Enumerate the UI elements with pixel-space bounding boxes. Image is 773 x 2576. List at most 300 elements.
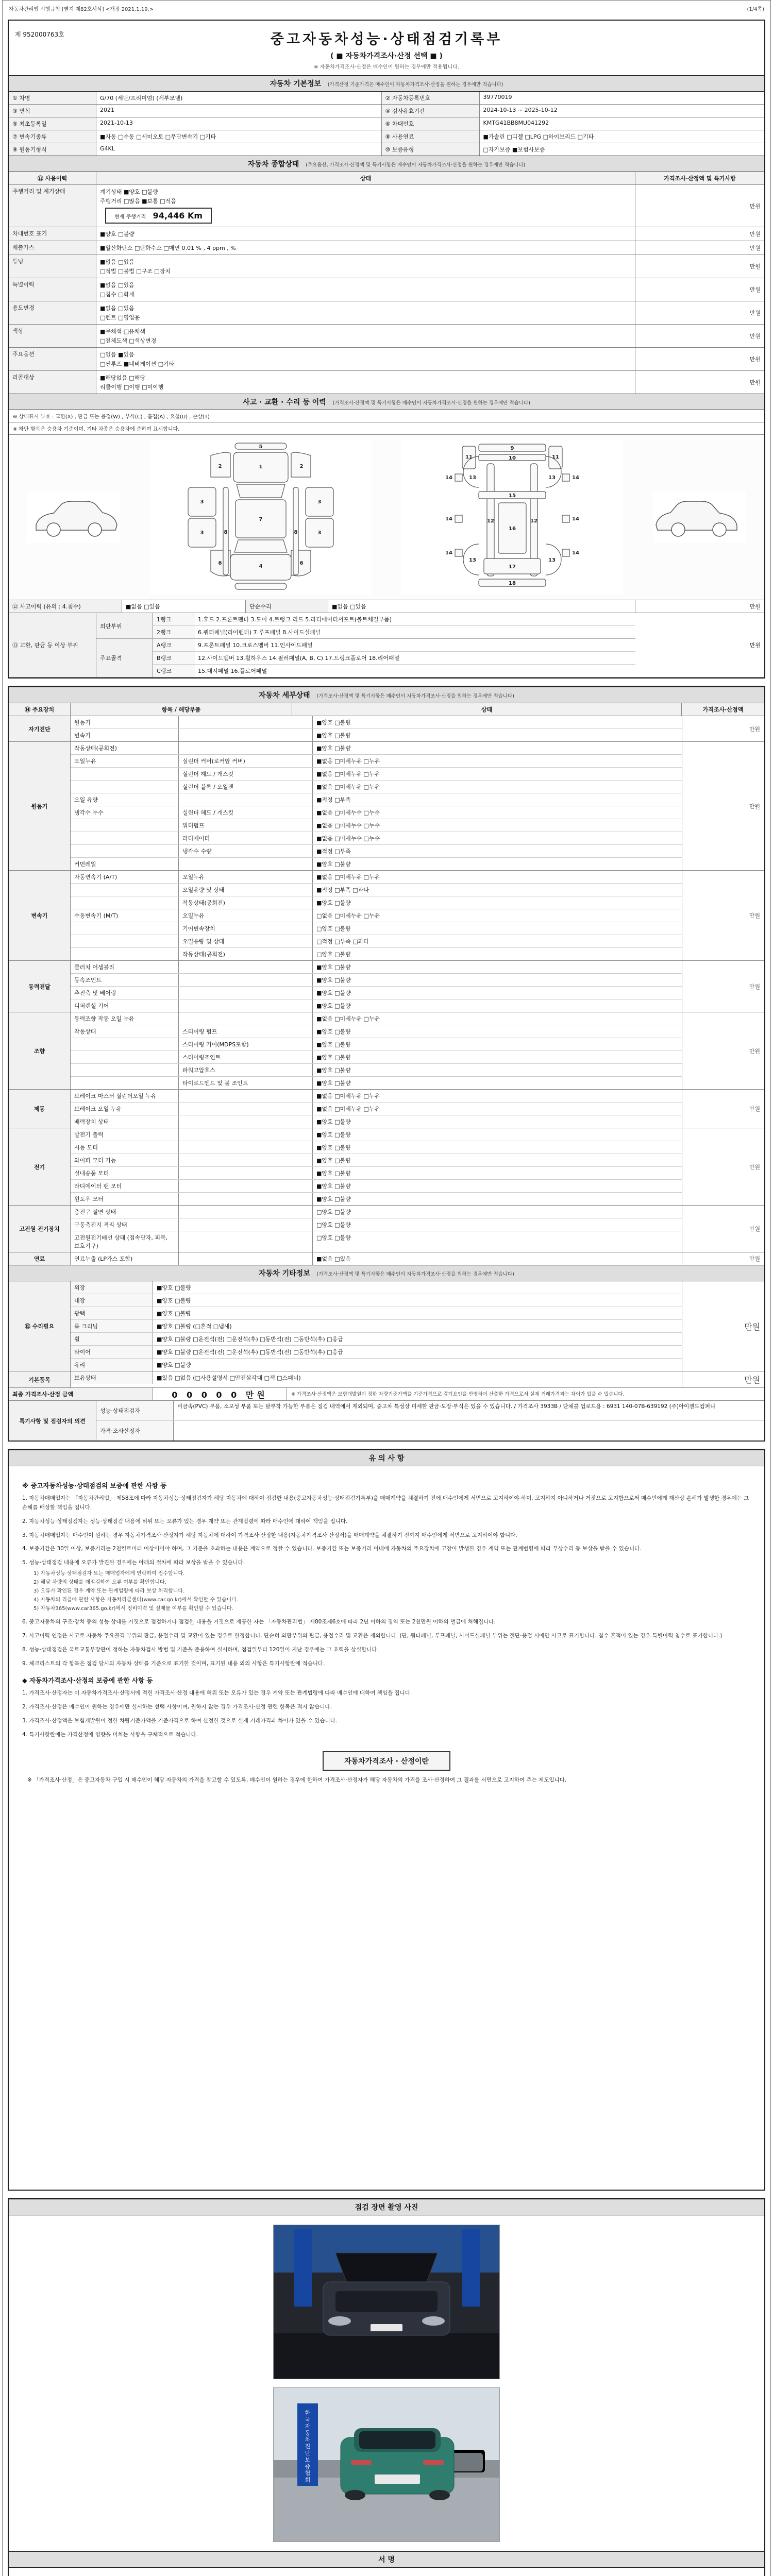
final-price-label: 최종 가격조사·산정 금액 — [9, 1388, 153, 1400]
price-cell: 만원 — [749, 202, 761, 210]
detail-status: ■양호 □불량 — [316, 1003, 351, 1009]
column-header: 상태 — [292, 703, 682, 716]
field-label: ⑨ 원동기형식 — [9, 143, 96, 156]
field-value: 2021-10-13 — [96, 117, 382, 130]
svg-text:15: 15 — [509, 493, 516, 499]
notice-item — [22, 1646, 751, 1655]
repair-item-status: ■양호 □불량 □운전석(전) □운전석(후) □동반석(전) □동반석(후) □응급 — [157, 1336, 343, 1343]
detail-part — [179, 1167, 313, 1179]
status-line: □전체도색 □색상변경 — [100, 337, 157, 344]
row-label: 배출가스 — [9, 241, 96, 255]
overall-row — [9, 278, 764, 301]
detail-row — [71, 1167, 682, 1180]
main-form-box — [8, 20, 765, 679]
field-label: ③ 연식 — [9, 105, 96, 117]
detail-part — [179, 1115, 313, 1128]
remarks-block — [9, 1401, 764, 1440]
detail-part: 오일누유 — [179, 871, 313, 883]
detail-row — [71, 987, 682, 999]
field-value: G/70 (세단/프리미엄) (세부모델) — [96, 92, 382, 104]
section-detail-note: (가격조사·산정액 및 특기사항은 매수인이 자동차가격조사·산정을 원하는 경우에만 적습니다) — [316, 693, 514, 699]
field-label: ① 차명 — [9, 92, 96, 104]
field-value: □자가보증 ■보험사보증 — [483, 146, 545, 153]
final-price-note: ※ 가격조사·산정액은 보험개발원이 정한 차량기준가액을 기준가격으로 감가요인을 반영하여 산출한 가격으로서 실제 거래가격과는 차이가 있을 수 있습니다. — [291, 1392, 625, 1397]
notice-subitem: 5) 자동차365(www.car365.go.kr)에서 정비이력 및 실매물 여부를 확인할 수 있습니다. — [33, 1606, 233, 1612]
detail-part: 오일누유 — [179, 909, 313, 922]
detail-group-rows — [71, 871, 682, 960]
notice-item — [22, 1618, 751, 1627]
field-value: 2024-10-13 ~ 2025-10-12 — [483, 107, 558, 113]
svg-text:16: 16 — [509, 526, 516, 532]
detail-item: 커먼레일 — [71, 858, 179, 870]
detail-row — [71, 793, 682, 806]
rank-items: 6.쿼터패널(리어펜더) 7.루프패널 8.사이드실패널 — [198, 629, 321, 636]
detail-table-body — [9, 716, 764, 1265]
overall-row — [9, 325, 764, 348]
row-status — [96, 255, 635, 278]
section-etc-header — [9, 1265, 764, 1281]
detail-row — [71, 806, 682, 819]
accident-history-status: ■없음 □있음 — [122, 600, 246, 613]
detail-row — [71, 1064, 682, 1077]
section-accident-title: 사고 · 교환 · 수리 등 이력 — [243, 398, 326, 406]
detail-row — [71, 742, 682, 755]
overall-row — [9, 255, 764, 278]
detail-item: 원동기 — [71, 716, 179, 728]
detail-row — [71, 1012, 682, 1025]
detail-part: 오일유량 및 상태 — [179, 884, 313, 896]
detail-group-name: 조향 — [9, 1012, 71, 1089]
notice-item — [22, 1659, 751, 1669]
detail-part: 실린더 블록 / 오일팬 — [179, 781, 313, 793]
detail-item — [71, 832, 179, 844]
detail-part: 워터펌프 — [179, 819, 313, 832]
detail-item: 브레이크 오일 누유 — [71, 1103, 179, 1115]
detail-row — [71, 909, 682, 922]
exchange-rank-row — [153, 613, 635, 626]
photo-stack — [9, 2215, 764, 2551]
detail-row — [71, 1180, 682, 1193]
detail-part: 파워고압호스 — [179, 1064, 313, 1076]
page-title: 중고자동차성능·상태점검기록부 — [270, 31, 503, 47]
price-cell: 만원 — [682, 1012, 764, 1089]
detail-table-head — [9, 703, 764, 716]
detail-status: ■적정 □부족 — [316, 848, 351, 855]
row-label: 튜닝 — [9, 255, 96, 278]
exchange-rank-row — [153, 639, 635, 652]
sign-header — [9, 2551, 764, 2568]
rank-label: C랭크 — [153, 665, 194, 677]
detail-row — [71, 781, 682, 793]
detail-part — [179, 1090, 313, 1102]
field-value: 2021 — [96, 105, 382, 117]
detail-part — [179, 1180, 313, 1192]
detail-part — [179, 1103, 313, 1115]
status-line: 리콜이행 □이행 □미이행 — [100, 384, 164, 391]
detail-item: 윈도우 모터 — [71, 1193, 179, 1205]
detail-group-name: 자기진단 — [9, 716, 71, 741]
detail-row — [71, 1218, 682, 1231]
detail-status: □적정 □부족 □과다 — [316, 938, 369, 945]
detail-group — [9, 961, 764, 1012]
notice-section2-list — [22, 1689, 751, 1739]
repair-item-status: ■양호 □불량 — [157, 1310, 191, 1317]
detail-row — [71, 896, 682, 909]
photo-sign-box — [8, 2198, 765, 2576]
repair-row — [71, 1359, 682, 1371]
detail-item: 연료누출 (LP가스 포함) — [71, 1252, 179, 1265]
detail-part: 스티어링 펌프 — [179, 1025, 313, 1038]
status-line: ■없음 □있음 — [100, 305, 135, 312]
notice-item-sublist — [33, 1569, 751, 1613]
detail-group-rows — [71, 1252, 682, 1265]
notice-item-text: 4. 특기사항란에는 가격산정에 영향을 미치는 사항을 구체적으로 적습니다. — [22, 1731, 198, 1738]
detail-row — [71, 935, 682, 948]
detail-part — [179, 1128, 313, 1141]
price-cell: 만원 — [682, 1090, 764, 1128]
section-basic-title: 자동차 기본정보 — [270, 80, 322, 88]
status-line: □썬루프 ■네비게이션 □기타 — [100, 361, 175, 367]
detail-row — [71, 1115, 682, 1128]
svg-text:14: 14 — [572, 475, 580, 481]
detail-status: ■없음 □미세누수 □누수 — [316, 822, 380, 829]
detail-item: 실내송풍 모터 — [71, 1167, 179, 1179]
page-indicator: (1/4쪽) — [747, 7, 764, 12]
repair-item-name: 룸 크리닝 — [71, 1320, 153, 1332]
detail-part — [179, 729, 313, 741]
simple-repair-status: ■없음 □있음 — [328, 600, 635, 613]
svg-text:8: 8 — [294, 530, 298, 535]
exchange-group-rows — [153, 639, 635, 677]
price-cell: 만원 — [749, 263, 761, 270]
detail-row — [71, 961, 682, 974]
detail-part — [179, 961, 313, 973]
detail-row — [71, 1038, 682, 1051]
detail-item — [71, 948, 179, 960]
overall-row — [9, 348, 764, 371]
detail-status: ■양호 □불량 — [316, 1054, 351, 1061]
detail-row — [71, 1128, 682, 1141]
detail-row — [71, 858, 682, 870]
rank-items: 15.대시패널 16.플로어패널 — [198, 668, 267, 674]
detail-part: 실린더 커버(로커암 커버) — [179, 755, 313, 767]
field-label: ④ 검사유효기간 — [382, 105, 480, 117]
notice-item — [22, 1689, 751, 1698]
field-value: KMTG41BB8MU041292 — [483, 120, 549, 126]
detail-part: 작동상태(공회전) — [179, 948, 313, 960]
detail-group-rows — [71, 1128, 682, 1205]
detail-item: 오일 유량 — [71, 793, 179, 806]
svg-text:3: 3 — [317, 499, 322, 505]
detail-part: 라디에이터 — [179, 832, 313, 844]
svg-text:14: 14 — [572, 550, 580, 556]
detail-part — [179, 1193, 313, 1205]
svg-text:10: 10 — [509, 455, 516, 461]
basic-items-row — [71, 1371, 682, 1384]
exchange-group — [96, 613, 635, 639]
row-status — [96, 241, 635, 255]
detail-status: ■없음 □미세누유 □누유 — [316, 1093, 380, 1099]
detail-group-rows — [71, 961, 682, 1012]
detail-status: ■적정 □부족 — [316, 796, 351, 803]
section-etc-title: 자동차 기타정보 — [259, 1269, 310, 1278]
section-accident-header — [9, 394, 764, 410]
detail-part: 실린더 헤드 / 개스킷 — [179, 806, 313, 819]
field-label: ⑥ 차대번호 — [382, 117, 480, 130]
detail-item — [71, 781, 179, 793]
detail-status: ■양호 □불량 — [316, 732, 351, 739]
detail-part — [179, 1141, 313, 1154]
section-detail-header — [9, 687, 764, 703]
notice-item-text: 9. 체크리스트의 각 항목은 점검 당시의 자동차 상태를 기준으로 표기한 것이며, 표기된 내용 외의 사항은 특기사항란에 적습니다. — [22, 1660, 325, 1667]
svg-text:3: 3 — [200, 530, 204, 536]
detail-group-name: 동력전달 — [9, 961, 71, 1012]
detail-status: ■양호 □불량 — [316, 1183, 351, 1190]
detail-part — [179, 793, 313, 806]
field-value: ■가솔린 □디젤 □LPG □하이브리드 □기타 — [483, 133, 594, 140]
detail-status: ■없음 □미세누수 □누수 — [316, 835, 380, 842]
detail-status: □양호 □불량 — [316, 1209, 351, 1215]
status-line: 주행거리 □많음 ■보통 □적음 — [100, 198, 176, 205]
price-survey-definition-box — [22, 1751, 751, 1771]
notice-box — [8, 1449, 765, 2191]
detail-row — [71, 884, 682, 896]
overall-row — [9, 371, 764, 394]
notice-item-text: 4. 보증기간은 30일 이상, 보증거리는 2천킬로미터 이상이어야 하며, 그 기준을 초과하는 내용은 계약으로 정할 수 있습니다. 보증기간 또는 보증거리 이내에 자동차의 주요장치에 고장이 발생한 경우 계약 또는 관계법령에 따라 무상수리 등 보상을 받을 수 있습니다. — [22, 1546, 642, 1552]
remarks-rows — [96, 1401, 764, 1440]
detail-item: 배력장치 상태 — [71, 1115, 179, 1128]
detail-row — [71, 948, 682, 960]
detail-item: 시동 모터 — [71, 1141, 179, 1154]
svg-text:17: 17 — [509, 564, 516, 570]
current-mileage-box — [105, 208, 212, 224]
notice-item-text: 6. 중고자동차의 구조·장치 등의 성능·상태를 거짓으로 점검하거나 점검한 내용을 거짓으로 제공한 자는 「자동차관리법」 제80조제6호에 따라 2년 이하의 징역 또는 2천만원 이하의 벌금에 처해집니다. — [22, 1619, 496, 1625]
price-cell: 만원 — [749, 603, 761, 610]
row-status — [96, 325, 635, 347]
price-cell: 만원 — [682, 1128, 764, 1205]
status-mark-legend-2: ※ 하단 항목은 승용차 기준이며, 기타 차종은 승용차에 준하여 표시합니다. — [9, 422, 764, 435]
detail-status: ■양호 □불량 — [316, 1080, 351, 1087]
detail-group — [9, 871, 764, 961]
detail-item: 충전구 절연 상태 — [71, 1206, 179, 1218]
basic-info-row — [9, 117, 764, 130]
notice-item-text: 5. 성능·상태점검 내용에 오류가 발견된 경우에는 아래의 절차에 따라 보상을 받을 수 있습니다. — [22, 1560, 245, 1566]
detail-status: ■양호 □불량 — [316, 990, 351, 996]
detail-item — [71, 935, 179, 947]
notice-item-text: 3. 자동차매매업자는 매수인이 원하는 경우 자동차가격조사·산정자가 해당 자동차에 대하여 가격조사·산정한 내용(자동차가격조사·산정서)을 매매계약을 체결하기 전까지 매수인에게 서면으로 고지하여야 합니다. — [22, 1532, 517, 1538]
detail-status: ■양호 □불량 — [316, 1041, 351, 1048]
detail-part — [179, 1231, 313, 1252]
car-side-view-left-diagram — [27, 492, 120, 543]
svg-text:13: 13 — [548, 475, 556, 481]
row-label: 용도변경 — [9, 301, 96, 324]
svg-text:8: 8 — [224, 530, 228, 535]
notice-item-text: 8. 성능·상태점검은 국토교통부장관이 정하는 자동차검사 방법 및 기준을 준용하여 실시하며, 점검일부터 120일이 지난 경우에는 그 효력을 상실합니다. — [22, 1646, 379, 1653]
status-line: ■없음 □있음 — [100, 282, 135, 289]
price-cell: 만원 — [682, 742, 764, 870]
detail-group-name: 전기 — [9, 1128, 71, 1205]
inspection-photo-front — [273, 2225, 500, 2379]
detail-item — [71, 884, 179, 896]
final-price-row — [9, 1388, 764, 1401]
notice-item-text: 2. 자동차성능·상태점검자는 성능·상태점검 내용에 허위 또는 오류가 있는 경우 계약 또는 관계법령에 따라 매수인에 대하여 책임을 집니다. — [22, 1518, 348, 1524]
detail-part: 타이로드엔드 및 볼 조인트 — [179, 1077, 313, 1089]
detail-group-rows — [71, 716, 682, 741]
section-basic-header — [9, 75, 764, 92]
repair-item-name: 광택 — [71, 1307, 153, 1319]
detail-row — [71, 1193, 682, 1205]
notice-item — [22, 1703, 751, 1712]
row-label: 주요옵션 — [9, 348, 96, 370]
detail-group — [9, 1090, 764, 1128]
photos-header — [9, 2199, 764, 2215]
detail-part: 오일유량 및 상태 — [179, 935, 313, 947]
row-label: 색상 — [9, 325, 96, 347]
section-overall-title: 자동차 종합상태 — [247, 160, 299, 168]
exchange-group-name: 외판부위 — [96, 613, 153, 638]
mileage-label: 현재 주행거리 — [114, 214, 146, 220]
regulation-reference: 자동차관리법 시행규칙 [별지 제82호서식] <개정 2021.1.19.> — [9, 7, 154, 12]
basic-items-group — [9, 1371, 764, 1388]
detail-group-name: 고전원 전기장치 — [9, 1206, 71, 1252]
detail-part — [179, 974, 313, 986]
detail-row — [71, 871, 682, 884]
exchange-group — [96, 639, 635, 677]
detail-form-box — [8, 686, 765, 1442]
detail-row — [71, 1090, 682, 1103]
row-status — [96, 348, 635, 370]
rank-label: 1랭크 — [153, 613, 194, 625]
notice-item-text: 1. 가격조사·산정자는 이 자동차가격조사·산정서에 적힌 가격조사·산정 내용에 허위 또는 오류가 있는 경우 계약 또는 관계법령에 따라 매수인에 대하여 책임을 집니다. — [22, 1690, 412, 1697]
price-cell: 만원 — [749, 310, 761, 316]
detail-group — [9, 1206, 764, 1252]
rank-label: 2랭크 — [153, 626, 194, 638]
simple-repair-label: 단순수리 — [246, 600, 328, 613]
notice-item-text: 7. 사고이력 인정은 사고로 자동차 주요골격 부위의 판금, 용접수리 및 교환이 있는 경우로 한정합니다. 단순히 외판부위의 판금, 용접수리 및 교환은 제외합니다. (단, 쿼터패널, 루프패널, 사이드실패널 부위는 절단·용접 시에만 사고로 표기합니다. 침수 흔적이 있는 경우 특별이력 침수로 표기합니다.) — [22, 1632, 722, 1639]
detail-status: ■양호 □불량 — [316, 745, 351, 752]
row-status — [96, 371, 635, 394]
detail-group-rows — [71, 1206, 682, 1252]
svg-text:14: 14 — [445, 516, 453, 522]
mileage-value: 94,446 Km — [153, 211, 203, 221]
basic-info-row — [9, 143, 764, 156]
detail-status: ■양호 □불량 — [316, 861, 351, 868]
detail-item: 구동축전지 격리 상태 — [71, 1218, 179, 1231]
svg-text:14: 14 — [445, 475, 453, 481]
title-note: ※ 자동차가격조사·산정은 매수인이 원하는 경우에만 적용됩니다. — [314, 64, 459, 70]
svg-text:3: 3 — [200, 499, 204, 505]
detail-part — [179, 716, 313, 728]
price-survey-definition-title: 자동차가격조사 · 산정이란 — [323, 1751, 450, 1771]
rank-items: 12.사이드멤버 13.휠하우스 14.필러패널(A, B, C) 17.트렁크플로어 18.리어패널 — [198, 655, 400, 662]
basic-items-rows — [71, 1371, 682, 1387]
detail-group-name: 원동기 — [9, 742, 71, 870]
repair-row — [71, 1346, 682, 1359]
remarks-text — [174, 1421, 764, 1440]
notice-section1-list — [22, 1494, 751, 1668]
svg-text:6: 6 — [218, 561, 222, 566]
row-status — [96, 278, 635, 301]
svg-text:4: 4 — [259, 564, 263, 569]
detail-group — [9, 716, 764, 742]
basic-item-status: ■있음 □없음 (□사용설명서 □안전삼각대 □잭 □스패너) — [157, 1375, 301, 1381]
rank-label: B랭크 — [153, 652, 194, 664]
rank-label: A랭크 — [153, 639, 194, 651]
sign-title: 서 명 — [378, 2556, 395, 2564]
detail-status: ■없음 □미세누유 □누유 — [316, 1106, 380, 1112]
notice-subitem: 3) 오류가 확인된 경우 계약 또는 관계법령에 따라 보상 처리합니다. — [33, 1588, 185, 1595]
section-overall-header — [9, 156, 764, 172]
column-header: ⑪ 사용이력 — [9, 172, 96, 184]
detail-status: ■양호 □불량 — [316, 964, 351, 971]
detail-row — [71, 716, 682, 729]
notice-item — [22, 1731, 751, 1740]
repair-needed-rows — [71, 1281, 682, 1371]
notice-item — [22, 1517, 751, 1527]
detail-group-name: 변속기 — [9, 871, 71, 960]
notice-item-text: 3. 가격조사·산정액은 보험개발원이 정한 차량기준가액을 기준가격으로 하여 산정한 것으로 실제 거래가격과 차이가 있을 수 있습니다. — [22, 1718, 338, 1724]
svg-text:18: 18 — [509, 581, 516, 586]
detail-status: ■양호 □불량 — [316, 1196, 351, 1202]
repair-item-status: ■양호 □불량 (□흔적 □냄새) — [157, 1323, 232, 1330]
field-label: ⑩ 보증유형 — [382, 143, 480, 156]
status-line: □렌트 □영업용 — [100, 314, 140, 321]
svg-text:5: 5 — [259, 444, 263, 450]
svg-text:7: 7 — [259, 517, 263, 522]
detail-status: ■양호 □불량 — [316, 1144, 351, 1151]
detail-row — [71, 999, 682, 1012]
exchange-rank-row — [153, 652, 635, 665]
detail-item: 라디에이터 팬 모터 — [71, 1180, 179, 1192]
title-block — [9, 21, 764, 75]
detail-status: ■양호 □불량 — [316, 1118, 351, 1125]
rank-items: 9.프론트패널 10.크로스멤버 11.인사이드패널 — [198, 642, 313, 649]
detail-status: ■양호 □불량 — [316, 1170, 351, 1177]
status-line: ■없음 □있음 — [100, 259, 135, 265]
detail-status: ■양호 □불량 — [316, 977, 351, 984]
notice-section2-title: ◆ 자동차가격조사·산정의 보증에 관한 사항 등 — [22, 1676, 153, 1685]
notice-body — [9, 1466, 764, 1795]
final-price-value: 0 0 0 0 0 만원 — [153, 1388, 287, 1400]
detail-item — [71, 1051, 179, 1063]
price-cell: 만원 — [749, 231, 761, 238]
column-header: 항목 / 해당부품 — [71, 703, 292, 716]
price-survey-definition-text: ※ 「가격조사·산정」은 중고자동차 구입 시 매수인이 해당 자동차의 가격을 참고할 수 있도록, 매수인이 원하는 경우에 한하여 가격조사·산정자가 해당 자동차의 가격을 조사·산정하여 그 결과를 서면으로 고지하여 주는 제도입니다. — [27, 1776, 567, 1783]
row-label: 차대번호 표기 — [9, 227, 96, 241]
price-cell: 만원 — [682, 716, 764, 741]
car-side-view-right-diagram — [653, 492, 746, 543]
status-line: ■일산화탄소 □탄화수소 □매연 0.01 % , 4 ppm , % — [100, 245, 236, 251]
detail-part — [179, 1206, 313, 1218]
exchange-groups — [96, 613, 635, 677]
repair-item-name: 내장 — [71, 1294, 153, 1307]
repair-row — [71, 1307, 682, 1320]
notice-item — [22, 1558, 751, 1613]
field-label: ⑧ 사용연료 — [382, 130, 480, 143]
price-cell: 만원 — [682, 961, 764, 1012]
banner-vertical-text: 한 국 자 동 차 진 단 보 증 협 회 — [305, 2410, 311, 2483]
repair-needed-label: ⑮ 수리필요 — [9, 1281, 71, 1371]
exchange-rank-row — [153, 665, 635, 677]
status-line: □적법 □불법 □구조 □장치 — [100, 268, 171, 275]
repair-needed-group — [9, 1281, 764, 1371]
detail-status: ■없음 □있음 — [316, 1256, 351, 1262]
notice-item-text: 2. 가격조사·산정은 매수인이 원하는 경우에만 실시하는 선택 사항이며, 원하지 않는 경우 가격조사·산정 관련 항목은 적지 않습니다. — [22, 1704, 332, 1710]
svg-text:9: 9 — [510, 446, 514, 451]
accident-history-row — [9, 600, 764, 613]
remarks-label: 특기사항 및 점검자의 의견 — [9, 1401, 96, 1440]
repair-item-name: 타이어 — [71, 1346, 153, 1358]
